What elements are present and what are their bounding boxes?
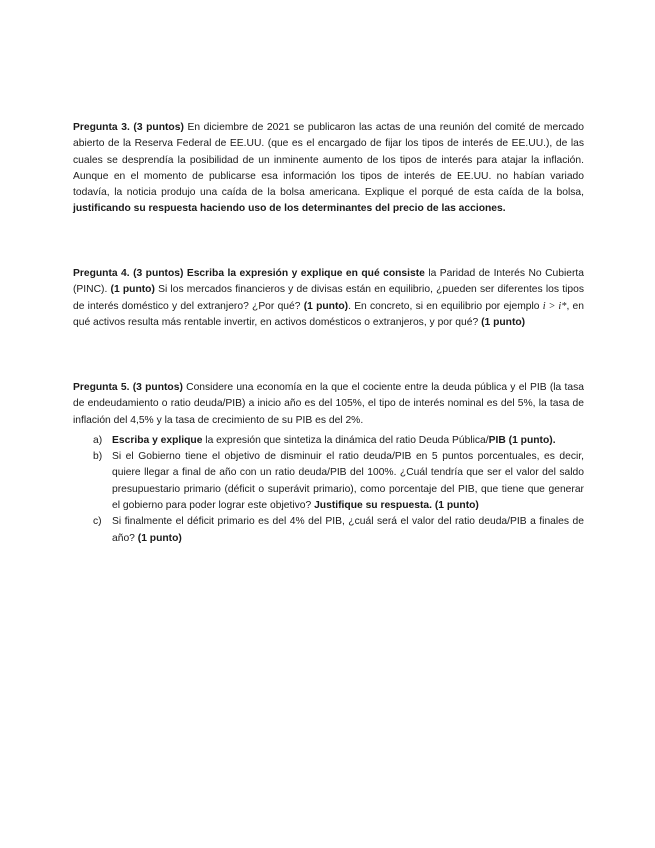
- text-run: Si finalmente el déficit primario es del 4% del PIB, ¿cuál será el valor del ratio deuda/PIB a finales de año?: [112, 516, 584, 544]
- bold-text: Justifique su respuesta. (1 punto): [314, 500, 479, 512]
- bold-text: Escriba y explique: [112, 434, 203, 446]
- bold-text: (1 punto): [110, 284, 155, 296]
- text-run: En diciembre de 2021 se publicaron las actas de una reunión del comité de mercado abierto de la Reserva Federal de EE.UU. (que es el encargado de fijar los tipos de interés de EE.UU.), de las cuales se desprendía la posibilidad de un inminente aumento de los tipos de interés para atajar la inflación. Aunque en el momento de publicarse esa información los tipos de interés de EE.UU. no habían variado todavía, la noticia produjo una caída de la bolsa americana. Explique el porqué de esta caída de la bolsa,: [73, 122, 584, 199]
- question-text: [73, 380, 584, 429]
- bold-text: (1 punto): [137, 532, 182, 544]
- math-expression: i > i*: [542, 300, 567, 312]
- text-run: , en qué activos resulta más rentable invertir, en activos domésticos o extranjeros, y por qué?: [73, 300, 584, 328]
- text-run: Considere una economía en la que el cociente entre la deuda pública y el PIB (la tasa de endeudamiento o ratio deuda/PIB) a inicio año es del 105%, el tipo de interés nominal es del 5%, la tasa de inflación del 4,5% y la tasa de crecimiento de su PIB es del 2%.: [73, 382, 584, 426]
- text-run: Si los mercados financieros y de divisas están en equilibrio, ¿pueden ser diferentes los tipos de interés doméstico y del extranjero? ¿Por qué?: [73, 284, 584, 312]
- question-text: [73, 120, 584, 218]
- sub-question: [73, 449, 584, 514]
- sub-question-list: [73, 433, 584, 547]
- question-4: [73, 266, 584, 331]
- bold-text: Pregunta 5. (3 puntos): [73, 382, 183, 393]
- bold-text: (1 punto): [481, 316, 526, 328]
- sub-question: [73, 433, 584, 449]
- text-run: la Paridad de Interés No Cubierta (PINC).: [73, 268, 584, 296]
- bold-text: justificando su respuesta haciendo uso de los determinantes del precio de las acciones.: [73, 203, 506, 215]
- text-run: Si el Gobierno tiene el objetivo de disminuir el ratio deuda/PIB en 5 puntos porcentuales, es decir, quiere llegar a final de año con un ratio deuda/PIB del 100%. ¿Cuál tendría que ser el valor del saldo presupuestario primario (déficit o superávit primario), como porcentaje del PIB, que tiene que generar el gobierno para poder lograr este objetivo?: [112, 451, 584, 512]
- text-run: la expresión que sintetiza la dinámica del ratio Deuda Pública/: [202, 434, 489, 446]
- bold-text: Pregunta 3. (3 puntos): [73, 122, 184, 133]
- question-3: [73, 120, 584, 218]
- question-5: [73, 380, 584, 547]
- sub-question-label: a): [93, 434, 103, 446]
- text-run: . En concreto, si en equilibrio por ejemplo: [348, 300, 543, 312]
- bold-text: (1 punto): [303, 300, 349, 312]
- sub-question-label: c): [93, 516, 102, 528]
- bold-text: PIB (1 punto).: [488, 434, 556, 446]
- question-text: [73, 266, 584, 331]
- bold-text: Pregunta 4. (3 puntos) Escriba la expresión y explique en qué consiste: [73, 268, 425, 279]
- sub-question-label: b): [93, 451, 103, 463]
- sub-question: [73, 514, 584, 547]
